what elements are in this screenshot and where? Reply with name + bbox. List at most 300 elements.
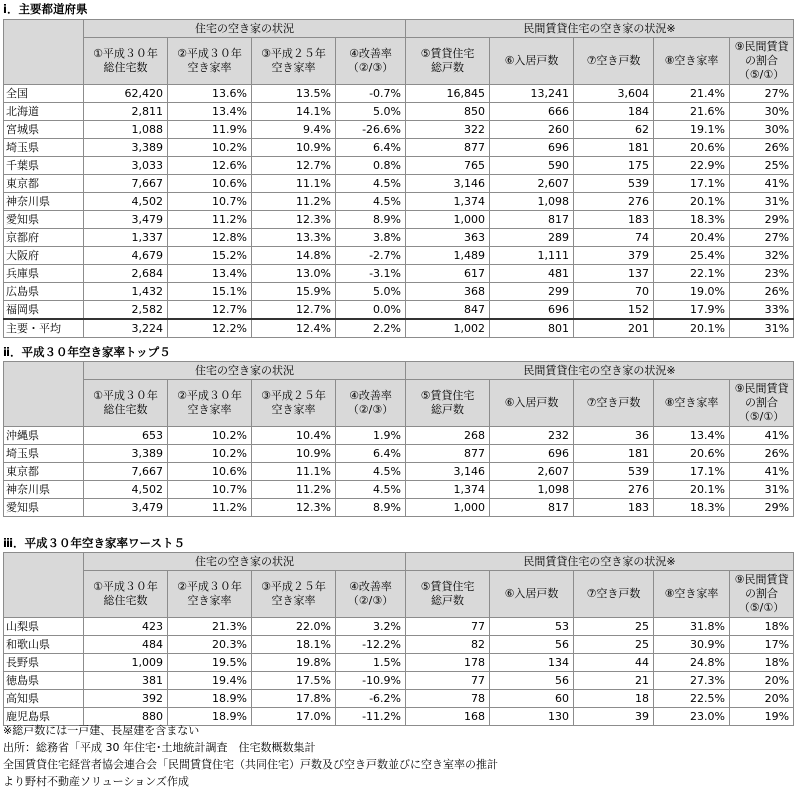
value-cell-c2: 10.6% [168,463,252,481]
prefecture-cell: 神奈川県 [4,481,84,499]
value-cell-c7: 21 [574,672,654,690]
value-cell-c4: 4.5% [336,175,406,193]
header-column-row [4,380,794,427]
column-header-c1: ①平成３０年 総住宅数 [84,38,168,85]
data-table [3,19,794,338]
value-cell-c8: 19.1% [654,121,730,139]
data-table [3,361,794,517]
value-cell-c8: 20.1% [654,319,730,338]
value-cell-c2: 10.2% [168,139,252,157]
value-cell-c2: 10.2% [168,427,252,445]
column-header-c9: ⑨民間賃貸 の割合 （⑤/①） [730,571,794,618]
value-cell-c3: 11.1% [252,175,336,193]
column-header-c3: ③平成２５年 空き家率 [252,380,336,427]
value-cell-c8: 31.8% [654,618,730,636]
value-cell-c5: 322 [406,121,490,139]
value-cell-c9: 20% [730,672,794,690]
column-header-c4: ④改善率 （②/③） [336,380,406,427]
prefecture-cell: 沖縄県 [4,427,84,445]
value-cell-c6: 696 [490,301,574,320]
value-cell-c2: 21.3% [168,618,252,636]
value-cell-c2: 19.4% [168,672,252,690]
value-cell-c7: 276 [574,193,654,211]
column-header-c9: ⑨民間賃貸 の割合 （⑤/①） [730,38,794,85]
table-row [4,499,794,517]
value-cell-c9: 31% [730,319,794,338]
value-cell-c2: 18.9% [168,708,252,726]
column-header-c7: ⑦空き戸数 [574,38,654,85]
value-cell-c8: 25.4% [654,247,730,265]
column-header-c2: ②平成３０年 空き家率 [168,571,252,618]
table-row [4,139,794,157]
value-cell-c9: 26% [730,283,794,301]
prefecture-cell: 宮城県 [4,121,84,139]
value-cell-c3: 10.9% [252,445,336,463]
value-cell-c6: 2,607 [490,175,574,193]
value-cell-c7: 3,604 [574,85,654,103]
value-cell-c1: 3,389 [84,445,168,463]
note-line: 出所：総務省「平成 30 年住宅･土地統計調査 住宅数概数集計 [3,741,316,754]
header-corner [4,20,84,85]
value-cell-c4: 5.0% [336,283,406,301]
value-cell-c7: 183 [574,211,654,229]
value-cell-c1: 423 [84,618,168,636]
header-group-row [4,553,794,571]
value-cell-c8: 17.1% [654,463,730,481]
table-row [4,445,794,463]
value-cell-c6: 696 [490,445,574,463]
value-cell-c4: -0.7% [336,85,406,103]
value-cell-c4: 3.2% [336,618,406,636]
column-header-c3: ③平成２５年 空き家率 [252,38,336,85]
column-header-c1: ①平成３０年 総住宅数 [84,571,168,618]
value-cell-c3: 10.4% [252,427,336,445]
value-cell-c9: 19% [730,708,794,726]
value-cell-c1: 4,502 [84,481,168,499]
value-cell-c9: 27% [730,85,794,103]
value-cell-c9: 31% [730,193,794,211]
prefecture-cell: 埼玉県 [4,445,84,463]
value-cell-c3: 18.1% [252,636,336,654]
value-cell-c3: 17.0% [252,708,336,726]
value-cell-c8: 22.9% [654,157,730,175]
prefecture-cell: 兵庫県 [4,265,84,283]
value-cell-c2: 12.8% [168,229,252,247]
header-group-housing: 住宅の空き家の状況 [84,553,406,571]
value-cell-c8: 27.3% [654,672,730,690]
value-cell-c3: 13.3% [252,229,336,247]
value-cell-c4: -26.6% [336,121,406,139]
column-header-c8: ⑧空き家率 [654,38,730,85]
value-cell-c5: 77 [406,618,490,636]
column-header-c7: ⑦空き戸数 [574,380,654,427]
value-cell-c7: 152 [574,301,654,320]
column-header-c4: ④改善率 （②/③） [336,38,406,85]
value-cell-c4: 0.8% [336,157,406,175]
value-cell-c6: 260 [490,121,574,139]
value-cell-c6: 666 [490,103,574,121]
value-cell-c7: 184 [574,103,654,121]
value-cell-c8: 30.9% [654,636,730,654]
value-cell-c1: 653 [84,427,168,445]
value-cell-c5: 1,489 [406,247,490,265]
value-cell-c7: 25 [574,618,654,636]
table-row [4,265,794,283]
value-cell-c4: -6.2% [336,690,406,708]
value-cell-c5: 368 [406,283,490,301]
prefecture-cell: 全国 [4,85,84,103]
value-cell-c1: 3,033 [84,157,168,175]
value-cell-c3: 12.7% [252,301,336,320]
value-cell-c9: 26% [730,139,794,157]
value-cell-c4: -3.1% [336,265,406,283]
value-cell-c8: 22.5% [654,690,730,708]
value-cell-c2: 11.2% [168,499,252,517]
prefecture-cell: 東京都 [4,175,84,193]
value-cell-c6: 1,098 [490,193,574,211]
value-cell-c7: 175 [574,157,654,175]
prefecture-cell: 神奈川県 [4,193,84,211]
value-cell-c6: 801 [490,319,574,338]
value-cell-c3: 12.4% [252,319,336,338]
table-row [4,157,794,175]
value-cell-c3: 11.2% [252,481,336,499]
table-row [4,636,794,654]
value-cell-c1: 3,479 [84,499,168,517]
value-cell-c9: 30% [730,103,794,121]
header-corner [4,362,84,427]
value-cell-c9: 41% [730,463,794,481]
value-cell-c7: 181 [574,139,654,157]
value-cell-c8: 24.8% [654,654,730,672]
value-cell-c5: 78 [406,690,490,708]
header-group-housing: 住宅の空き家の状況 [84,20,406,38]
column-header-c9: ⑨民間賃貸 の割合 （⑤/①） [730,380,794,427]
value-cell-c9: 30% [730,121,794,139]
value-cell-c2: 13.4% [168,103,252,121]
value-cell-c3: 17.5% [252,672,336,690]
value-cell-c8: 21.6% [654,103,730,121]
table-row [4,121,794,139]
prefecture-cell: 福岡県 [4,301,84,320]
value-cell-c9: 32% [730,247,794,265]
value-cell-c7: 276 [574,481,654,499]
value-cell-c5: 3,146 [406,175,490,193]
value-cell-c1: 3,224 [84,319,168,338]
value-cell-c6: 53 [490,618,574,636]
table-row [4,103,794,121]
value-cell-c8: 18.3% [654,499,730,517]
value-cell-c9: 18% [730,654,794,672]
value-cell-c7: 183 [574,499,654,517]
value-cell-c7: 25 [574,636,654,654]
value-cell-c8: 17.1% [654,175,730,193]
column-header-c4: ④改善率 （②/③） [336,571,406,618]
column-header-c1: ①平成３０年 総住宅数 [84,380,168,427]
value-cell-c2: 15.2% [168,247,252,265]
value-cell-c7: 539 [574,463,654,481]
value-cell-c4: -10.9% [336,672,406,690]
value-cell-c5: 1,374 [406,481,490,499]
section-title: ⅲ．平成３０年空き家率ワースト５ [3,536,185,550]
value-cell-c1: 392 [84,690,168,708]
value-cell-c6: 817 [490,499,574,517]
value-cell-c4: 3.8% [336,229,406,247]
table-row [4,690,794,708]
prefecture-cell: 千葉県 [4,157,84,175]
value-cell-c5: 1,000 [406,211,490,229]
value-cell-c5: 1,002 [406,319,490,338]
value-cell-c2: 18.9% [168,690,252,708]
value-cell-c3: 10.9% [252,139,336,157]
value-cell-c4: 8.9% [336,499,406,517]
header-group-rental: 民間賃貸住宅の空き家の状況※ [406,20,794,38]
column-header-c6: ⑥入居戸数 [490,380,574,427]
data-table [3,552,794,726]
prefecture-cell: 愛知県 [4,211,84,229]
value-cell-c5: 765 [406,157,490,175]
value-cell-c7: 18 [574,690,654,708]
value-cell-c6: 481 [490,265,574,283]
header-corner [4,553,84,618]
value-cell-c8: 21.4% [654,85,730,103]
value-cell-c5: 1,374 [406,193,490,211]
section-title: ⅰ．主要都道府県 [3,2,88,16]
table-row [4,229,794,247]
value-cell-c6: 696 [490,139,574,157]
prefecture-cell: 徳島県 [4,672,84,690]
value-cell-c5: 847 [406,301,490,320]
value-cell-c7: 44 [574,654,654,672]
value-cell-c5: 363 [406,229,490,247]
value-cell-c6: 1,098 [490,481,574,499]
value-cell-c3: 11.2% [252,193,336,211]
column-header-c3: ③平成２５年 空き家率 [252,571,336,618]
value-cell-c8: 20.1% [654,193,730,211]
value-cell-c5: 16,845 [406,85,490,103]
value-cell-c9: 29% [730,499,794,517]
prefecture-cell: 高知県 [4,690,84,708]
value-cell-c8: 18.3% [654,211,730,229]
value-cell-c7: 137 [574,265,654,283]
header-column-row [4,38,794,85]
value-cell-c4: -2.7% [336,247,406,265]
prefecture-cell: 山梨県 [4,618,84,636]
value-cell-c6: 56 [490,672,574,690]
note-line: 全国賃貸住宅経営者協会連合会「民間賃貸住宅（共同住宅）戸数及び空き戸数並びに空き室率の推計 [3,758,498,771]
value-cell-c5: 3,146 [406,463,490,481]
value-cell-c8: 17.9% [654,301,730,320]
value-cell-c1: 4,502 [84,193,168,211]
value-cell-c6: 299 [490,283,574,301]
value-cell-c1: 2,582 [84,301,168,320]
note-line: ※総戸数には一戸建、長屋建を含まない [3,724,200,737]
value-cell-c4: -12.2% [336,636,406,654]
value-cell-c3: 11.1% [252,463,336,481]
value-cell-c4: 4.5% [336,193,406,211]
table-row [4,654,794,672]
table-row [4,211,794,229]
value-cell-c2: 13.4% [168,265,252,283]
column-header-c6: ⑥入居戸数 [490,38,574,85]
value-cell-c6: 13,241 [490,85,574,103]
value-cell-c1: 7,667 [84,175,168,193]
value-cell-c3: 12.3% [252,499,336,517]
prefecture-cell: 東京都 [4,463,84,481]
value-cell-c3: 14.1% [252,103,336,121]
value-cell-c7: 36 [574,427,654,445]
value-cell-c6: 817 [490,211,574,229]
header-group-row [4,362,794,380]
value-cell-c7: 74 [574,229,654,247]
value-cell-c4: 4.5% [336,463,406,481]
value-cell-c9: 23% [730,265,794,283]
column-header-c8: ⑧空き家率 [654,571,730,618]
note-line: より野村不動産ソリューションズ作成 [3,775,189,788]
value-cell-c9: 31% [730,481,794,499]
table-row [4,481,794,499]
prefecture-cell: 鹿児島県 [4,708,84,726]
header-column-row [4,571,794,618]
table-row [4,427,794,445]
table-row [4,618,794,636]
value-cell-c9: 29% [730,211,794,229]
value-cell-c7: 62 [574,121,654,139]
value-cell-c1: 484 [84,636,168,654]
header-group-rental: 民間賃貸住宅の空き家の状況※ [406,553,794,571]
value-cell-c1: 880 [84,708,168,726]
value-cell-c4: 6.4% [336,139,406,157]
value-cell-c9: 20% [730,690,794,708]
header-group-row [4,20,794,38]
value-cell-c8: 20.6% [654,445,730,463]
prefecture-cell: 北海道 [4,103,84,121]
prefecture-cell: 愛知県 [4,499,84,517]
value-cell-c3: 22.0% [252,618,336,636]
value-cell-c3: 13.5% [252,85,336,103]
value-cell-c6: 590 [490,157,574,175]
value-cell-c4: 5.0% [336,103,406,121]
value-cell-c2: 20.3% [168,636,252,654]
value-cell-c7: 39 [574,708,654,726]
value-cell-c2: 12.7% [168,301,252,320]
header-group-rental: 民間賃貸住宅の空き家の状況※ [406,362,794,380]
prefecture-cell: 埼玉県 [4,139,84,157]
value-cell-c7: 379 [574,247,654,265]
value-cell-c1: 62,420 [84,85,168,103]
value-cell-c8: 20.1% [654,481,730,499]
value-cell-c9: 25% [730,157,794,175]
value-cell-c3: 17.8% [252,690,336,708]
value-cell-c6: 1,111 [490,247,574,265]
value-cell-c5: 168 [406,708,490,726]
column-header-c5: ⑤賃貸住宅 総戸数 [406,571,490,618]
value-cell-c7: 70 [574,283,654,301]
prefecture-cell: 大阪府 [4,247,84,265]
value-cell-c2: 10.7% [168,193,252,211]
value-cell-c6: 130 [490,708,574,726]
value-cell-c9: 27% [730,229,794,247]
table-row [4,672,794,690]
value-cell-c5: 850 [406,103,490,121]
value-cell-c2: 19.5% [168,654,252,672]
value-cell-c4: 8.9% [336,211,406,229]
value-cell-c3: 15.9% [252,283,336,301]
table-row [4,301,794,320]
table-row [4,247,794,265]
table-row [4,463,794,481]
value-cell-c5: 877 [406,445,490,463]
source-notes [3,722,498,790]
table-row [4,193,794,211]
value-cell-c8: 20.6% [654,139,730,157]
section-title: ⅱ．平成３０年空き家率トップ５ [3,345,171,359]
value-cell-c7: 201 [574,319,654,338]
prefecture-cell: 主要・平均 [4,319,84,338]
value-cell-c3: 19.8% [252,654,336,672]
table-row [4,175,794,193]
value-cell-c2: 10.6% [168,175,252,193]
value-cell-c2: 15.1% [168,283,252,301]
value-cell-c2: 13.6% [168,85,252,103]
value-cell-c3: 14.8% [252,247,336,265]
value-cell-c3: 12.7% [252,157,336,175]
value-cell-c4: 2.2% [336,319,406,338]
value-cell-c6: 2,607 [490,463,574,481]
value-cell-c9: 17% [730,636,794,654]
value-cell-c4: 0.0% [336,301,406,320]
value-cell-c2: 10.2% [168,445,252,463]
value-cell-c7: 539 [574,175,654,193]
column-header-c2: ②平成３０年 空き家率 [168,380,252,427]
value-cell-c3: 13.0% [252,265,336,283]
value-cell-c2: 12.2% [168,319,252,338]
value-cell-c5: 268 [406,427,490,445]
value-cell-c1: 4,679 [84,247,168,265]
value-cell-c5: 617 [406,265,490,283]
column-header-c2: ②平成３０年 空き家率 [168,38,252,85]
value-cell-c8: 19.0% [654,283,730,301]
value-cell-c2: 11.9% [168,121,252,139]
value-cell-c9: 41% [730,427,794,445]
value-cell-c1: 3,389 [84,139,168,157]
value-cell-c1: 1,432 [84,283,168,301]
value-cell-c8: 20.4% [654,229,730,247]
value-cell-c1: 7,667 [84,463,168,481]
value-cell-c6: 134 [490,654,574,672]
value-cell-c9: 18% [730,618,794,636]
value-cell-c6: 289 [490,229,574,247]
value-cell-c5: 82 [406,636,490,654]
value-cell-c6: 56 [490,636,574,654]
header-group-housing: 住宅の空き家の状況 [84,362,406,380]
value-cell-c5: 77 [406,672,490,690]
value-cell-c2: 12.6% [168,157,252,175]
summary-row [4,319,794,338]
value-cell-c7: 181 [574,445,654,463]
value-cell-c4: 6.4% [336,445,406,463]
value-cell-c8: 22.1% [654,265,730,283]
value-cell-c5: 877 [406,139,490,157]
value-cell-c9: 26% [730,445,794,463]
value-cell-c1: 2,811 [84,103,168,121]
value-cell-c4: 1.9% [336,427,406,445]
value-cell-c8: 13.4% [654,427,730,445]
value-cell-c1: 1,337 [84,229,168,247]
prefecture-cell: 長野県 [4,654,84,672]
table-row [4,85,794,103]
value-cell-c9: 41% [730,175,794,193]
